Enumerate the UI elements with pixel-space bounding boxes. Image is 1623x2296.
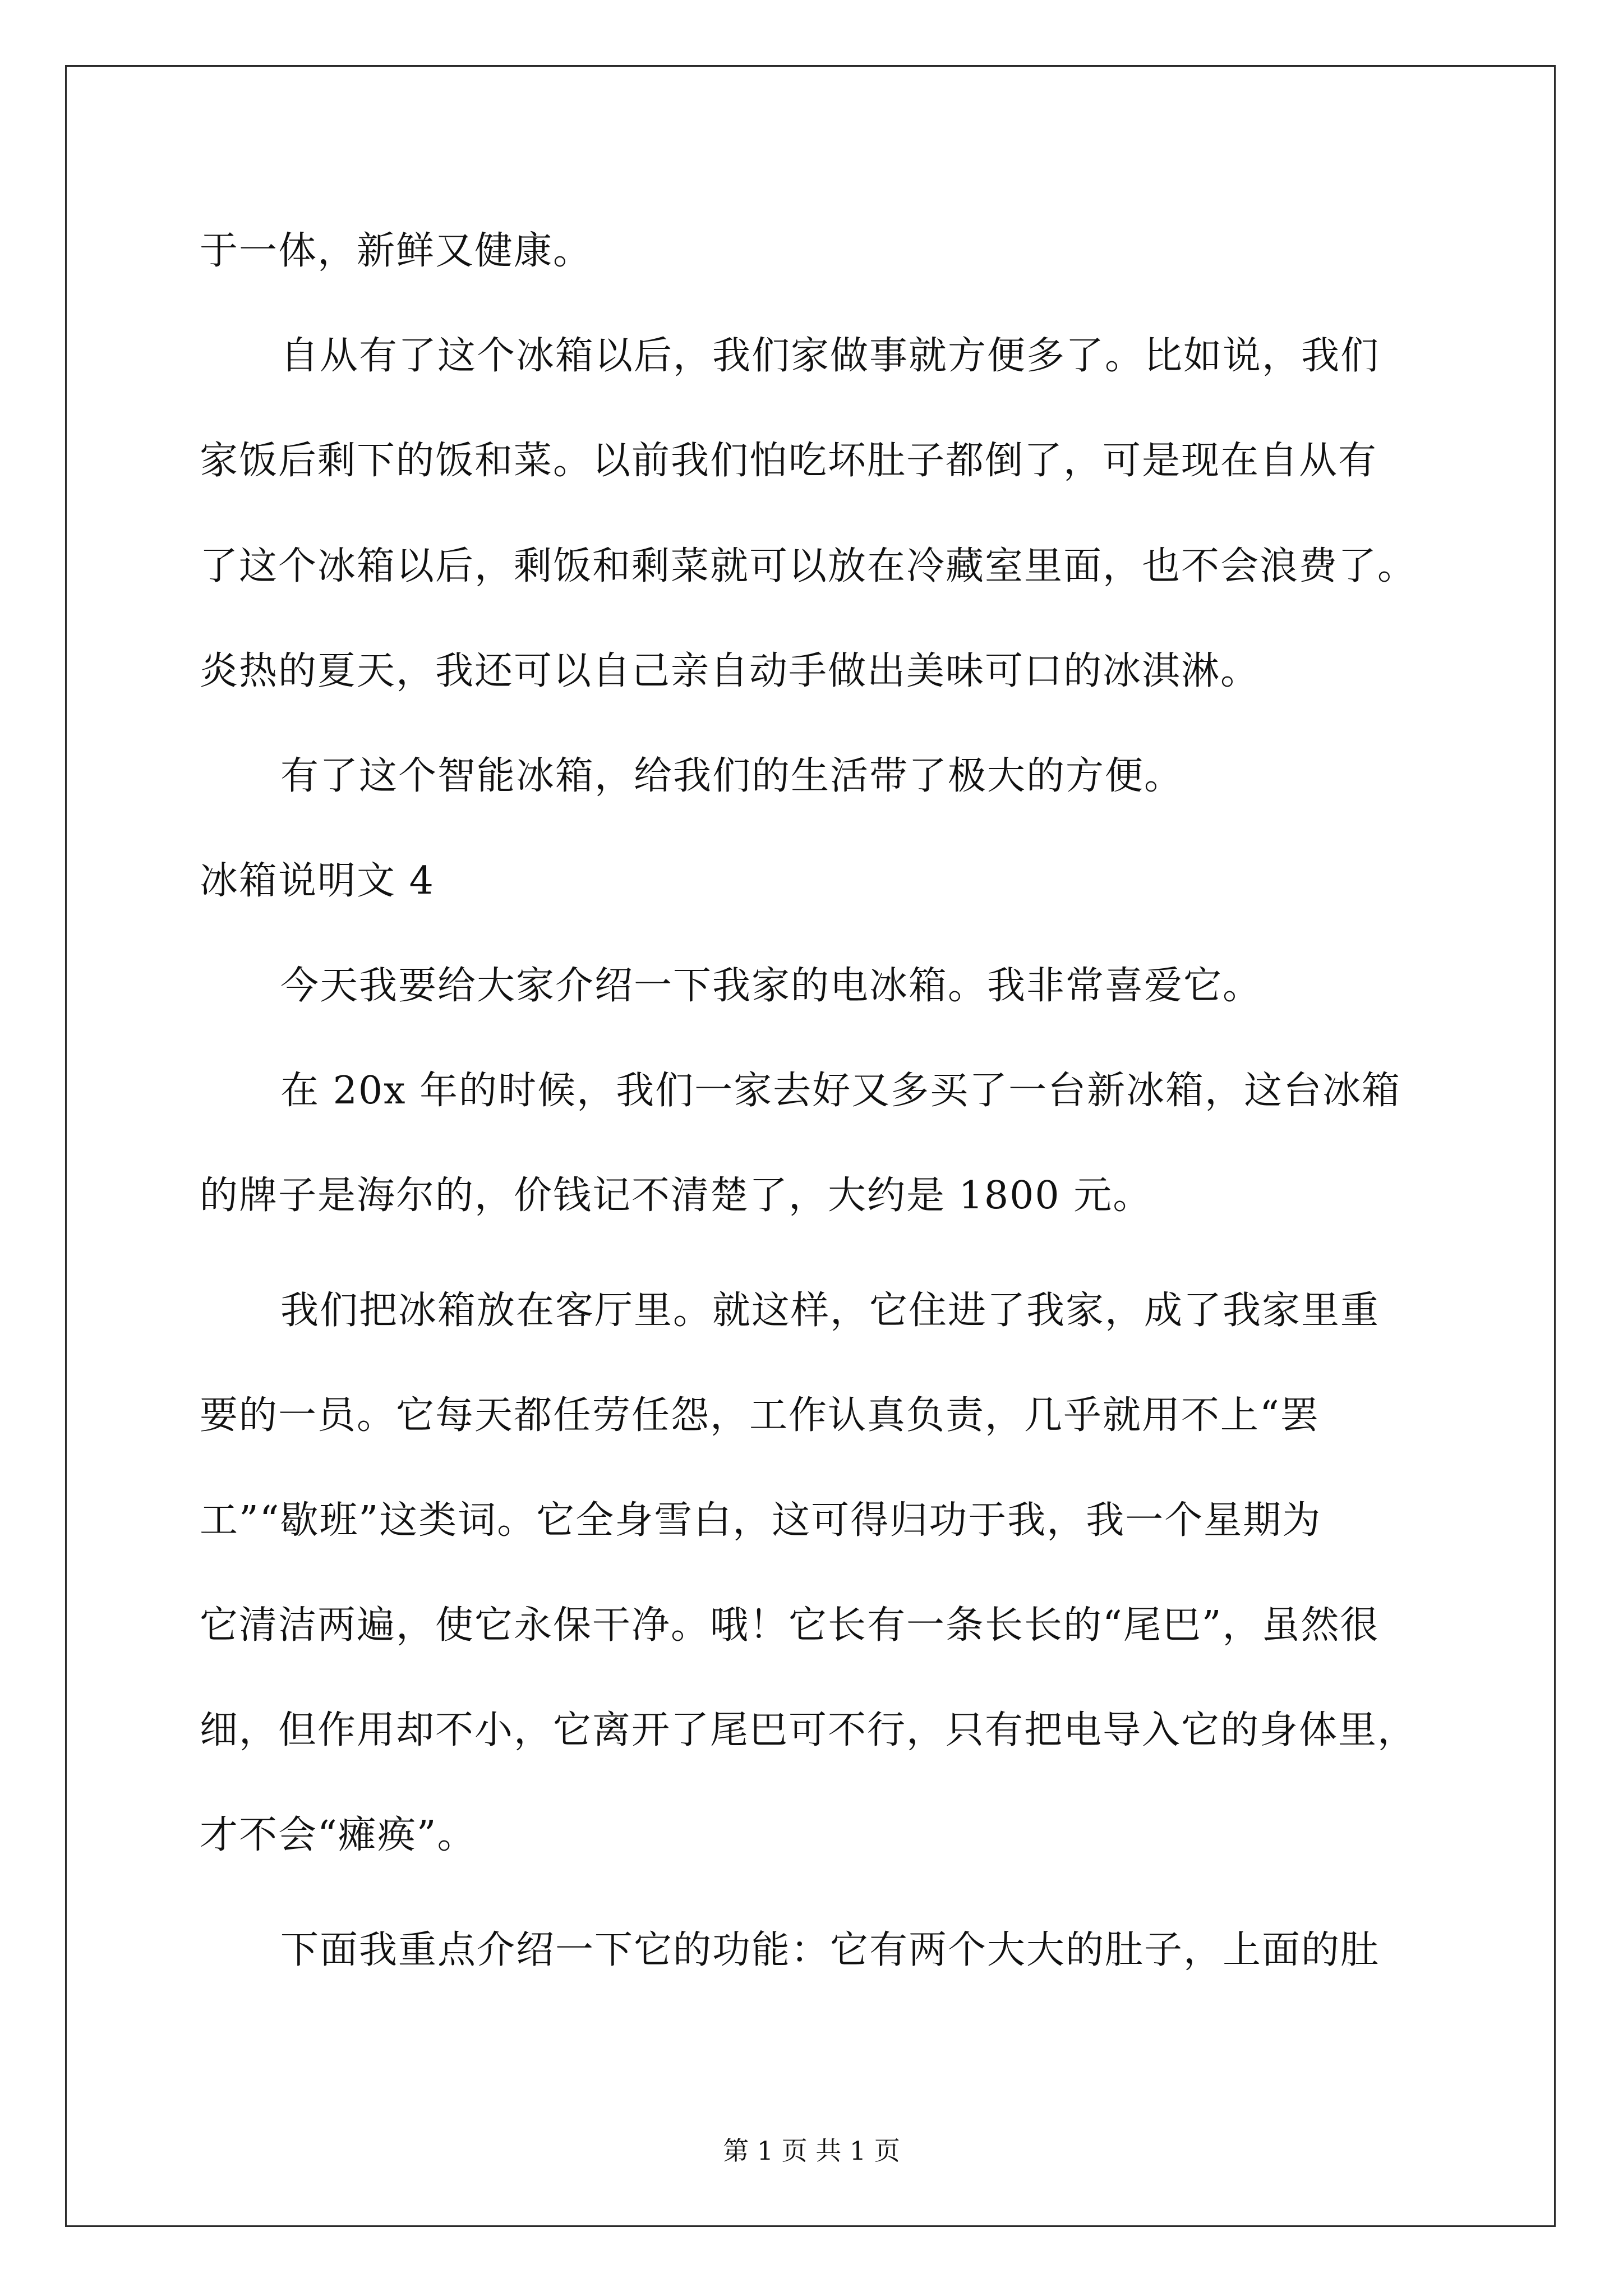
text-line: 家饭后剩下的饭和菜。以前我们怕吃坏肚子都倒了，可是现在自从有 — [200, 439, 1378, 483]
text-line: 在 20x 年的时候，我们一家去好又多买了一台新冰箱，这台冰箱 — [280, 1069, 1401, 1113]
text-line: 今天我要给大家介绍一下我家的电冰箱。我非常喜爱它。 — [280, 964, 1262, 1008]
section-heading: 冰箱说明文 4 — [200, 859, 435, 903]
text-line: 炎热的夏天，我还可以自己亲自动手做出美味可口的冰淇淋。 — [200, 649, 1260, 693]
page-number-footer: 第 1 页 共 1 页 — [723, 2136, 900, 2166]
page-frame — [65, 65, 1556, 2227]
text-line: 它清洁两遍，使它永保干净。哦！它长有一条长长的“尾巴”，虽然很 — [200, 1603, 1380, 1648]
text-line: 我们把冰箱放在客厅里。就这样，它住进了我家，成了我家里重 — [280, 1289, 1380, 1333]
text-line: 的牌子是海尔的，价钱记不清楚了，大约是 1800 元。 — [200, 1174, 1152, 1218]
text-line: 有了这个智能冰箱，给我们的生活带了极大的方便。 — [280, 754, 1184, 798]
text-line: 细，但作用却不小，它离开了尾巴可不行，只有把电导入它的身体里， — [200, 1708, 1417, 1752]
text-line: 下面我重点介绍一下它的功能：它有两个大大的肚子，上面的肚 — [280, 1928, 1380, 1972]
text-line: 才不会“瘫痪”。 — [200, 1813, 477, 1857]
text-line: 于一体，新鲜又健康。 — [200, 229, 593, 273]
text-line: 要的一员。它每天都任劳任怨，工作认真负责，几乎就用不上“罢 — [200, 1393, 1320, 1438]
text-line: 自从有了这个冰箱以后，我们家做事就方便多了。比如说，我们 — [280, 334, 1380, 378]
text-line: 了这个冰箱以后，剩饭和剩菜就可以放在冷藏室里面，也不会浪费了。 — [200, 544, 1417, 588]
text-line: 工”“歇班”这类词。它全身雪白，这可得归功于我，我一个星期为 — [200, 1498, 1322, 1543]
